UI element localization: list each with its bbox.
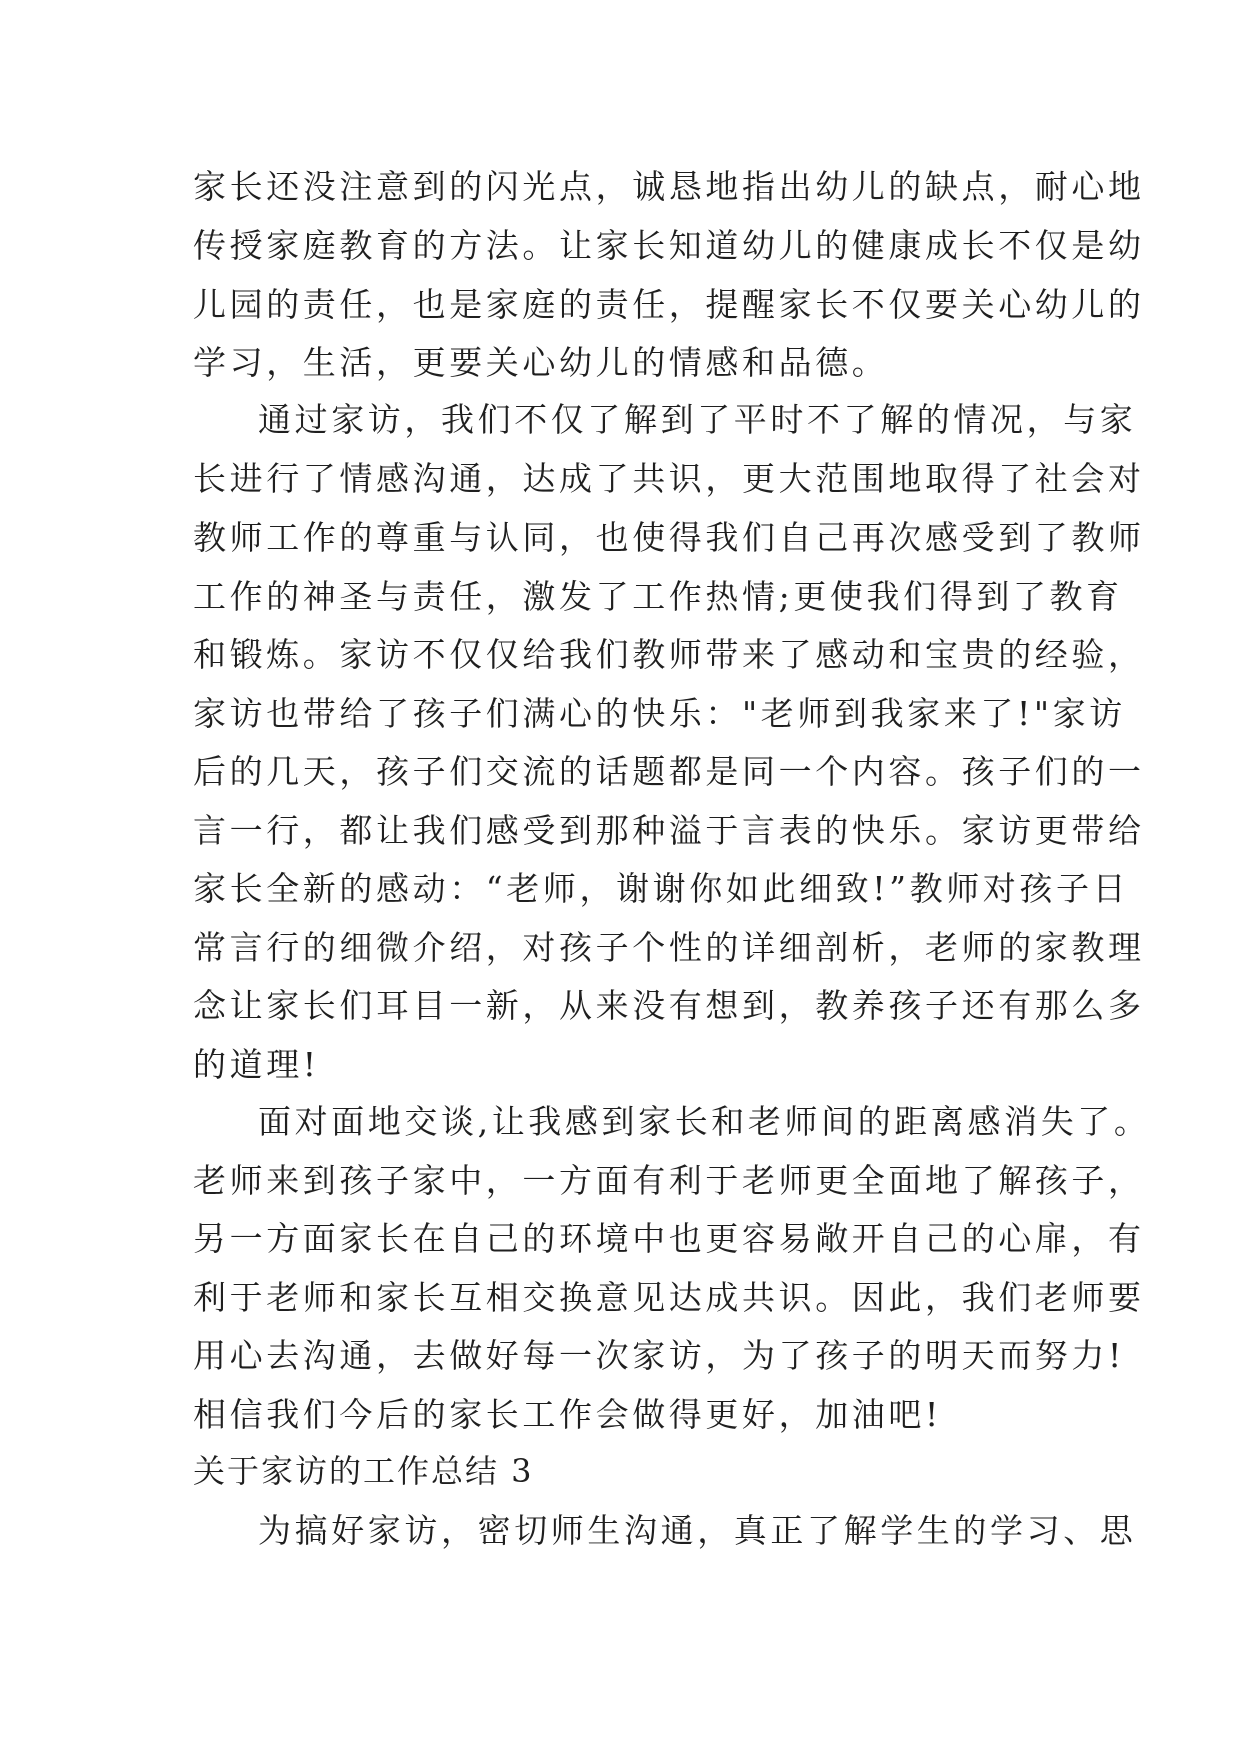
paragraph-line: 传授家庭教育的方法。让家长知道幼儿的健康成长不仅是幼 (193, 226, 1145, 265)
paragraph-line: 常言行的细微介绍，对孩子个性的详细剖析，老师的家教理 (193, 928, 1145, 967)
section-heading: 关于家访的工作总结 3 (193, 1452, 534, 1490)
paragraph-line: 的道理! (193, 1045, 320, 1084)
paragraph-line: 通过家访，我们不仅了解到了平时不了解的情况，与家 (258, 400, 1137, 439)
paragraph-line: 相信我们今后的家长工作会做得更好，加油吧! (193, 1395, 942, 1434)
paragraph-line: 后的几天，孩子们交流的话题都是同一个内容。孩子们的一 (193, 752, 1145, 791)
paragraph-line: 另一方面家长在自己的环境中也更容易敞开自己的心扉，有 (193, 1219, 1145, 1258)
paragraph-line: 儿园的责任，也是家庭的责任，提醒家长不仅要关心幼儿的 (193, 285, 1145, 324)
paragraph-line: 家长还没注意到的闪光点，诚恳地指出幼儿的缺点，耐心地 (193, 167, 1145, 206)
paragraph-line: 工作的神圣与责任，激发了工作热情;更使我们得到了教育 (193, 577, 1123, 616)
paragraph-line: 老师来到孩子家中，一方面有利于老师更全面地了解孩子， (193, 1161, 1145, 1200)
paragraph-line: 念让家长们耳目一新，从来没有想到，教养孩子还有那么多 (193, 986, 1145, 1025)
paragraph-line: 面对面地交谈,让我感到家长和老师间的距离感消失了。 (258, 1102, 1151, 1141)
paragraph-line: 言一行，都让我们感受到那种溢于言表的快乐。家访更带给 (193, 811, 1145, 850)
paragraph-line: 家长全新的感动：“老师，谢谢你如此细致!”教师对孩子日 (193, 869, 1130, 908)
paragraph-line: 学习，生活，更要关心幼儿的情感和品德。 (193, 343, 889, 382)
paragraph-line: 和锻炼。家访不仅仅给我们教师带来了感动和宝贵的经验， (193, 635, 1145, 674)
paragraph-line: 教师工作的尊重与认同，也使得我们自己再次感受到了教师 (193, 518, 1145, 557)
paragraph-line: 家访也带给了孩子们满心的快乐："老师到我家来了!"家访 (193, 694, 1126, 733)
paragraph-line: 利于老师和家长互相交换意见达成共识。因此，我们老师要 (193, 1278, 1145, 1317)
paragraph-line: 用心去沟通，去做好每一次家访，为了孩子的明天而努力! (193, 1336, 1125, 1375)
paragraph-line: 为搞好家访，密切师生沟通，真正了解学生的学习、思 (258, 1511, 1137, 1550)
paragraph-line: 长进行了情感沟通，达成了共识，更大范围地取得了社会对 (193, 459, 1145, 498)
